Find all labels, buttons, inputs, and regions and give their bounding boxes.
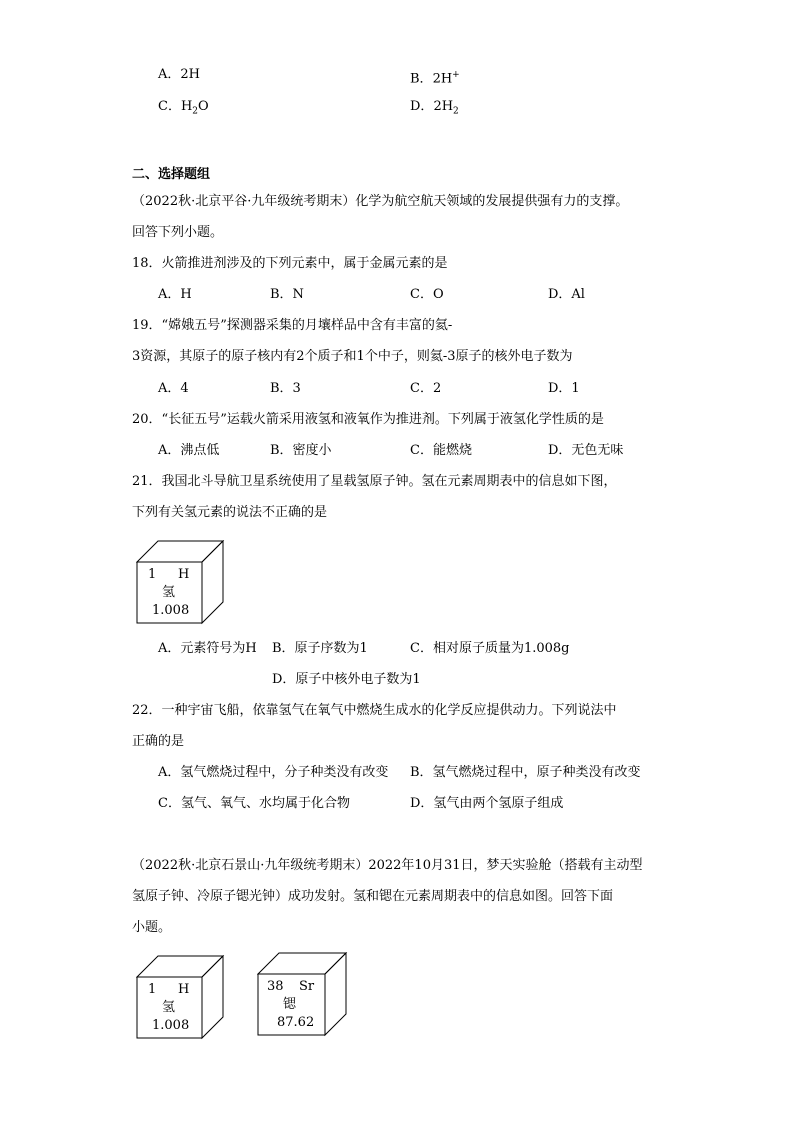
q22-stem-line1: 22．一种宇宙飞船，依靠氢气在氧气中燃烧生成水的化学反应提供动力。下列说法中 [132,703,617,718]
section-title: 二、选择题组 [132,167,211,182]
group1-intro-line2: 回答下列小题。 [132,225,224,240]
option-a: A．2H [158,67,200,82]
q20-stem: 20．“长征五号”运载火箭采用液氢和液氧作为推进剂。下列属于液氢化学性质的是 [132,412,604,427]
hydrogen-element-tile-2 [136,955,226,1041]
atomic-mass: 1.008 [152,1018,190,1033]
atomic-number: 38 [267,979,284,994]
q21-stem-line2: 下列有关氢元素的说法不正确的是 [132,505,328,520]
atomic-mass: 1.008 [152,603,190,618]
element-name: 氢 [162,585,176,600]
q19-option-d: D．1 [548,381,580,396]
q22-option-b: B．氢气燃烧过程中，原子种类没有改变 [410,765,641,780]
q18-option-c: C．O [410,287,444,302]
q20-option-d: D．无色无味 [548,443,624,458]
q21-stem-line1: 21．我国北斗导航卫星系统使用了星载氢原子钟。氢在元素周期表中的信息如下图， [132,474,617,489]
q19-stem-line2: 3资源，其原子的原子核内有2个质子和1个中子，则氦-3原子的核外电子数为 [132,349,573,364]
q19-option-a: A．4 [158,381,189,396]
element-symbol: H [178,567,190,582]
q19-option-b: B．3 [270,381,301,396]
atomic-number: 1 [148,567,157,582]
element-name: 锶 [283,997,297,1012]
q19-option-c: C．2 [410,381,442,396]
atomic-number: 1 [148,982,157,997]
q20-option-c: C．能燃烧 [410,443,472,458]
q21-option-c: C．相对原子质量为1.008g [410,641,570,656]
option-d: D．$2H_2$ [410,99,459,117]
q18-option-a: A．H [158,287,192,302]
hydrogen-element-tile [136,540,226,626]
q22-option-a: A．氢气燃烧过程中，分子种类没有改变 [158,765,389,780]
strontium-element-tile [257,952,349,1038]
q18-stem: 18．火箭推进剂涉及的下列元素中，属于金属元素的是 [132,256,448,271]
q21-option-b: B．原子序数为1 [272,641,368,656]
q18-option-b: B．N [270,287,304,302]
q18-option-d: D．Al [548,287,585,302]
q22-option-c: C．氢气、氧气、水均属于化合物 [158,796,350,811]
q22-stem-line2: 正确的是 [132,734,185,749]
group2-intro-line3: 小题。 [132,920,172,935]
q20-option-a: A．沸点低 [158,443,220,458]
q22-option-d: D．氢气由两个氢原子组成 [410,796,564,811]
element-name: 氢 [162,1000,176,1015]
q21-option-a: A．元素符号为H [158,641,257,656]
element-symbol: Sr [299,979,315,994]
group1-intro-line1: （2022秋·北京平谷·九年级统考期末）化学为航空航天领域的发展提供强有力的支撑。 [132,194,629,209]
q19-stem-line1: 19．“嫦娥五号”探测器采集的月壤样品中含有丰富的氦- [132,318,453,333]
option-b: B．2H+ [410,70,460,87]
group2-intro-line1: （2022秋·北京石景山·九年级统考期末）2022年10月31日，梦天实验舱（搭载有主动型 [132,858,643,873]
atomic-mass: 87.62 [277,1015,315,1030]
option-c: C．$H_2O$ [158,99,209,117]
q20-option-b: B．密度小 [270,443,332,458]
group2-intro-line2: 氢原子钟、冷原子锶光钟）成功发射。氢和锶在元素周期表中的信息如图。回答下面 [132,889,614,904]
q21-option-d: D．原子中核外电子数为1 [272,672,421,687]
element-symbol: H [178,982,190,997]
